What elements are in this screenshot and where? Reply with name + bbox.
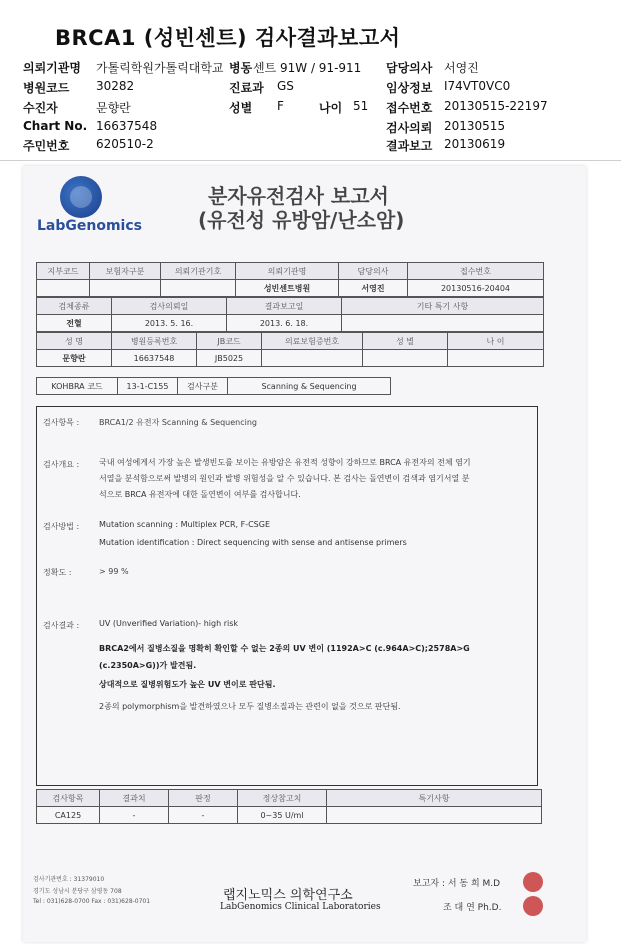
grid-cell <box>448 350 544 367</box>
grid-cell: JB코드 <box>197 333 262 350</box>
reporter-1: 보고자 : 서 동 희 M.D <box>413 879 501 889</box>
marker-cell: - <box>169 807 238 824</box>
hospital-code-label: 병원코드 <box>23 81 70 95</box>
receipt-value: 20130515-22197 <box>444 99 548 113</box>
overview-line-3: 석으로 BRCA 유전자에 대한 돌연변이 여부를 검사합니다. <box>99 490 301 499</box>
grid-cell: 기타 특기 사항 <box>342 298 544 315</box>
patient-label: 수진자 <box>23 101 58 115</box>
grid-cell: 결과보고일 <box>227 298 342 315</box>
report-title: BRCA1 (성빈센트) 검사결과보고서 <box>55 26 401 50</box>
result-label: 검사결과 : <box>43 621 80 630</box>
kohbra-type-value: Scanning & Sequencing <box>228 378 391 395</box>
accuracy-label: 정확도 : <box>43 568 72 577</box>
marker-cell: - <box>100 807 169 824</box>
lab-name-en: LabGenomics Clinical Laboratories <box>220 902 381 912</box>
scanned-report <box>23 166 586 942</box>
request-date-value: 20130515 <box>444 119 506 133</box>
grid-cell: 병원등록번호 <box>112 333 197 350</box>
grid-cell: 성 별 <box>363 333 448 350</box>
grid-cell: 검사의뢰일 <box>112 298 227 315</box>
id-value: 620510-2 <box>96 137 154 151</box>
grid-cell: 성빈센트병원 <box>236 280 339 297</box>
grid-cell: 서영진 <box>339 280 408 297</box>
grid-cell <box>342 315 544 332</box>
grid-cell <box>262 350 363 367</box>
method-line-1: Mutation scanning : Multiplex PCR, F-CSGE <box>99 520 271 529</box>
report-date-value: 20130619 <box>444 137 506 151</box>
marker-header: 판정 <box>169 790 238 807</box>
marker-header: 검사항목 <box>37 790 100 807</box>
grid-cell: 지부코드 <box>37 263 90 280</box>
clinical-label: 임상정보 <box>386 81 433 95</box>
overview-label: 검사개요 : <box>43 460 80 469</box>
marker-cell: CA125 <box>37 807 100 824</box>
items-label: 검사항목 : <box>43 418 80 427</box>
doctor-label: 담당의사 <box>386 61 433 75</box>
doc-title: 분자유전검사 보고서 <box>208 184 389 208</box>
grid-cell: 2013. 6. 18. <box>227 315 342 332</box>
overview-line-1: 국내 여성에게서 가장 높은 발생빈도를 보이는 유방암은 유전적 성향이 강하므로 BRCA 유전자의 전체 염기 <box>99 458 471 467</box>
grid-cell: 검체종류 <box>37 298 112 315</box>
request-org-value: 가톨릭학원가톨릭대학교 <box>96 61 224 75</box>
marker-cell: 0~35 U/ml <box>238 807 327 824</box>
result-line-4: 상대적으로 질병위험도가 높은 UV 변이로 판단됨. <box>99 680 276 689</box>
info-grid-2 <box>36 297 544 332</box>
result-box <box>36 406 538 786</box>
seal-icon <box>523 872 543 892</box>
clinical-value: I74VT0VC0 <box>444 79 511 93</box>
grid-cell: 담당의사 <box>339 263 408 280</box>
grid-cell: 전혈 <box>37 315 112 332</box>
reporter-2: 조 대 연 Ph.D. <box>443 903 502 913</box>
kohbra-label: KOHBRA 코드 <box>37 378 118 395</box>
receipt-label: 접수번호 <box>386 101 433 115</box>
grid-cell: 의뢰기관기호 <box>161 263 236 280</box>
result-line-2: BRCA2에서 질병소질을 명확히 확인할 수 없는 2종의 UV 변이 (1192A>C (c.964A>C);2578A>G <box>99 644 470 653</box>
result-line-1: UV (Unverified Variation)- high risk <box>99 619 239 628</box>
marker-header: 정상참고치 <box>238 790 327 807</box>
logo-text: LabGenomics <box>37 218 142 234</box>
grid-cell: 16637548 <box>112 350 197 367</box>
request-org-label: 의뢰기관명 <box>23 61 81 75</box>
grid-cell: 20130516-20404 <box>408 280 544 297</box>
grid-cell <box>161 280 236 297</box>
kohbra-row <box>36 377 391 395</box>
dept-label: 진료과 <box>229 81 264 95</box>
footer-left-2: 경기도 성남시 분당구 삼평동 708 <box>33 888 122 895</box>
chart-value: 16637548 <box>96 119 158 133</box>
kohbra-code: 13-1-C155 <box>118 378 178 395</box>
divider <box>0 160 621 161</box>
patient-value: 문향란 <box>96 101 131 115</box>
marker-header: 결과치 <box>100 790 169 807</box>
marker-table <box>36 789 542 824</box>
grid-cell: 문향란 <box>37 350 112 367</box>
id-label: 주민번호 <box>23 139 70 153</box>
result-line-5: 2종의 polymorphism을 발견하였으나 모두 질병소질과는 관련이 없을 것으로 판단됨. <box>99 702 401 711</box>
footer-left-1: 검사기관번호 : 31379010 <box>33 876 105 883</box>
report-date-label: 결과보고 <box>386 139 433 153</box>
grid-cell: 보험자구분 <box>90 263 161 280</box>
grid-cell: 접수번호 <box>408 263 544 280</box>
grid-cell <box>90 280 161 297</box>
hospital-code-value: 30282 <box>96 79 135 93</box>
result-line-3: (c.2350A>G))가 발견됨. <box>99 661 197 670</box>
age-label: 나이 <box>319 101 343 115</box>
seal-icon <box>523 896 543 916</box>
marker-header: 특기사항 <box>327 790 542 807</box>
ward-label: 병동 <box>229 61 253 75</box>
sex-value: F <box>277 99 284 113</box>
grid-cell: 성 명 <box>37 333 112 350</box>
method-label: 검사방법 : <box>43 522 80 531</box>
age-value: 51 <box>353 99 369 113</box>
chart-label: Chart No. <box>23 119 88 133</box>
request-date-label: 검사의뢰 <box>386 121 433 135</box>
footer-left-3: Tel : 031)628-0700 Fax : 031)628-0701 <box>33 898 151 905</box>
dept-value: GS <box>277 79 294 93</box>
method-line-2: Mutation identification : Direct sequencing with sense and antisense primers <box>99 538 407 547</box>
accuracy-value: > 99 % <box>99 567 129 576</box>
grid-cell: JB5025 <box>197 350 262 367</box>
sex-label: 성별 <box>229 101 253 115</box>
kohbra-type-label: 검사구분 <box>178 378 228 395</box>
overview-line-2: 서열을 분석함으로써 발병의 원인과 발병 위험성을 알 수 있습니다. 본 검사는 돌연변이 검색과 염기서열 분 <box>99 474 470 483</box>
grid-cell: 나 이 <box>448 333 544 350</box>
lab-name-ko: 랩지노믹스 의학연구소 <box>223 888 353 903</box>
grid-cell <box>363 350 448 367</box>
info-grid-3 <box>36 332 544 367</box>
grid-cell: 의뢰기관명 <box>236 263 339 280</box>
info-grid <box>36 262 544 297</box>
items-value: BRCA1/2 유전자 Scanning & Sequencing <box>99 418 257 427</box>
marker-cell <box>327 807 542 824</box>
doctor-value: 서영진 <box>444 61 479 75</box>
grid-cell: 2013. 5. 16. <box>112 315 227 332</box>
labgenomics-logo-icon <box>60 176 102 218</box>
doc-subtitle: (유전성 유방암/난소암) <box>198 208 405 232</box>
grid-cell <box>37 280 90 297</box>
ward-value: 센트 91W / 91-911 <box>253 61 362 75</box>
grid-cell: 의료보험증번호 <box>262 333 363 350</box>
